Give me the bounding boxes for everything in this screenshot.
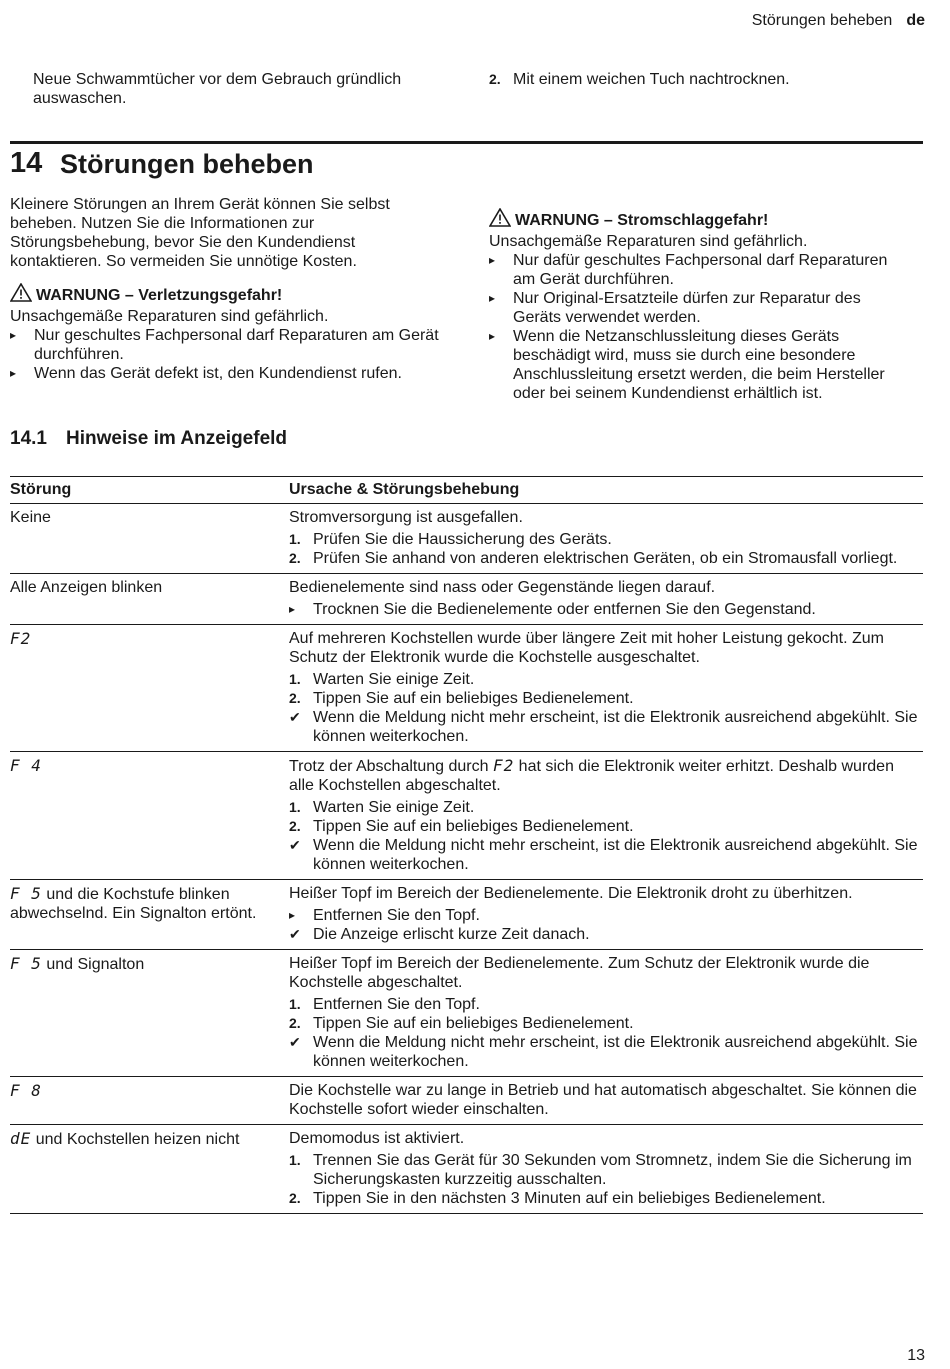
cause-cell [289,625,923,752]
step-text: Wenn die Meldung nicht mehr erscheint, ist die Elektronik ausreichend abgekühlt. Sie können weiterkochen. [313,837,918,873]
list-item [289,995,923,1014]
column-header-cause: Ursache & Störungsbehebung [289,477,923,504]
list-item [289,549,923,568]
table-body [10,504,923,1214]
cause-text: Stromversorgung ist ausgefallen. [289,509,523,526]
warning-box-electric [489,208,909,403]
header-section: Störungen beheben [751,12,893,29]
step-text: Warten Sie einige Zeit. [313,671,475,688]
intro-paragraph: Kleinere Störungen an Ihrem Gerät können Sie selbst beheben. Nutzen Sie die Informationen zur Störungsbehebung, bevor Sie den Kundendienst kontaktieren. So vermeiden Sie unnötige Kosten. [10,196,390,270]
cause-text: Die Kochstelle war zu lange in Betrieb und hat automatisch abgeschaltet. Sie können die Kochstelle sofort wieder einschalten. [289,1082,917,1118]
step-text: Tippen Sie auf ein beliebiges Bedienelement. [313,818,634,835]
step-list [289,600,923,619]
fault-text: Keine [10,509,51,526]
table-row [10,574,923,625]
cause-text: Heißer Topf im Bereich der Bedienelemente. Die Elektronik droht zu überhitzen. [289,885,853,902]
step-number: 1. [289,1152,301,1168]
list-item [289,906,923,925]
step-number: 2. [289,818,301,834]
list-item [289,798,923,817]
step-text: Mit einem weichen Tuch nachtrocknen. [513,71,790,88]
checkmark-icon: ✔ [289,926,301,942]
list-item [289,689,923,708]
cause-text: Auf mehreren Kochstellen wurde über längere Zeit mit hoher Leistung gekocht. Zum Schutz der Elektronik wurde die Kochstelle ausgeschaltet. [289,630,884,666]
step-text: Wenn die Meldung nicht mehr erscheint, ist die Elektronik ausreichend abgekühlt. Sie können weiterkochen. [313,1034,918,1070]
warning-box-injury [10,283,450,383]
section-title: Hinweise im Anzeigefeld [66,428,288,449]
fault-cell [10,574,289,625]
warning-heading [10,283,450,307]
display-code: F 8 [10,1081,42,1100]
step-list [289,995,923,1071]
step-text: Tippen Sie auf ein beliebiges Bedienelement. [313,690,634,707]
step-list [289,906,923,944]
step-text: Warten Sie einige Zeit. [313,799,475,816]
list-item [289,817,923,836]
list-item: ▸ Nur dafür geschultes Fachpersonal darf Reparaturen am Gerät durchführen. [489,251,909,289]
list-item: ▸ Nur geschultes Fachpersonal darf Reparaturen am Gerät durchführen. [10,326,450,364]
top-right-step [489,70,909,89]
step-number: 2. [289,1015,301,1031]
section-heading [10,428,287,450]
list-item [289,530,923,549]
display-code: F2 [10,629,32,648]
fault-cell [10,1077,289,1125]
fault-text: Alle Anzeigen blinken [10,579,163,596]
step-text: Prüfen Sie die Haussicherung des Geräts. [313,531,612,548]
fault-table [10,476,923,1214]
table-row [10,950,923,1077]
display-code: dE [10,1129,32,1148]
fault-text: und die Kochstufe blinken abwechselnd. Ein Signalton ertönt. [10,886,257,922]
checkmark-icon: ✔ [289,709,301,725]
cause-text: Bedienelemente sind nass oder Gegenstände liegen darauf. [289,579,716,596]
step-number: 2. [289,550,301,566]
step-list [289,1151,923,1208]
warning-title: WARNUNG – Verletzungsgefahr! [36,287,283,304]
fault-cell [10,950,289,1077]
fault-text: und Signalton [41,956,145,973]
chapter-number: 14 [10,147,43,179]
step-text: Prüfen Sie anhand von anderen elektrischen Geräten, ob ein Stromausfall vorliegt. [313,550,898,567]
step-text: Wenn die Meldung nicht mehr erscheint, ist die Elektronik ausreichend abgekühlt. Sie können weiterkochen. [313,709,918,745]
list-item: ▸ Wenn das Gerät defekt ist, den Kundendienst rufen. [10,364,450,383]
section-number: 14.1 [10,428,47,449]
table-row [10,625,923,752]
top-left-text: Neue Schwammtücher vor dem Gebrauch gründlich auswaschen. [33,71,402,107]
fault-cell [10,880,289,950]
step-number: 2. [489,71,501,87]
display-code: F 5 [10,954,42,973]
header-language: de [906,12,925,29]
page-number: 13 [907,1347,925,1364]
table-row [10,880,923,950]
list-item [289,925,923,944]
fault-cell [10,504,289,574]
table-header-row [10,477,923,504]
cause-cell [289,752,923,880]
step-text: Tippen Sie auf ein beliebiges Bedienelement. [313,1015,634,1032]
list-item [289,1151,923,1189]
cause-cell [289,1077,923,1125]
list-item [289,1033,923,1071]
cause-cell [289,950,923,1077]
step-text: Trocknen Sie die Bedienelemente oder entfernen Sie den Gegenstand. [313,601,816,618]
list-item: ▸ Nur Original-Ersatzteile dürfen zur Reparatur des Geräts verwendet werden. [489,289,909,327]
step-text: Entfernen Sie den Topf. [313,907,480,924]
running-header [752,12,925,30]
step-number: 1. [289,531,301,547]
step-text: Tippen Sie in den nächsten 3 Minuten auf ein beliebiges Bedienelement. [313,1190,826,1207]
cause-text-start: Trotz der Abschaltung durch [289,758,493,775]
list-item [289,670,923,689]
table-row [10,1077,923,1125]
display-code: F 5 [10,884,42,903]
warning-text: Unsachgemäße Reparaturen sind gefährlich. [489,233,808,250]
list-item [289,708,923,746]
list-item: ▸ Wenn die Netzanschlussleitung dieses Geräts beschädigt wird, muss sie durch eine besondere Anschlussleitung ersetzt werden, die beim Hersteller oder bei seinem Kundendienst erhältlich ist. [489,327,909,403]
cause-cell [289,504,923,574]
fault-cell [10,625,289,752]
cause-text: Demomodus ist aktiviert. [289,1130,465,1147]
step-list [289,798,923,874]
chapter-rule [10,141,923,144]
display-code: F2 [492,756,515,775]
warning-list [489,251,909,403]
checkmark-icon: ✔ [289,1034,301,1050]
step-text: Trennen Sie das Gerät für 30 Sekunden vom Stromnetz, indem Sie die Sicherung im Sicherungskasten kurzzeitig ausschalten. [313,1152,912,1188]
table-row [10,504,923,574]
fault-cell [10,1125,289,1214]
step-number: 1. [289,671,301,687]
triangle-bullet-icon: ▸ [289,602,296,616]
list-item [289,1014,923,1033]
step-number: 2. [289,690,301,706]
cause-text: Heißer Topf im Bereich der Bedienelemente. Zum Schutz der Elektronik wurde die Kochstelle abgeschaltet. [289,955,870,991]
list-item [289,836,923,874]
cause-cell [289,1125,923,1214]
warning-triangle-icon [489,208,515,232]
cause-text [289,756,923,795]
table-row [10,752,923,880]
column-header-fault: Störung [10,477,289,504]
warning-text: Unsachgemäße Reparaturen sind gefährlich. [10,308,329,325]
step-number: 1. [289,996,301,1012]
cause-cell [289,574,923,625]
warning-triangle-icon [10,283,36,307]
step-list [289,530,923,568]
chapter-title: Störungen beheben [60,149,314,179]
cause-text-end: hat sich die Elektronik weiter erhitzt. Deshalb wurden alle Kochstellen abgeschaltet. [289,758,894,794]
step-number: 2. [289,1190,301,1206]
fault-text: und Kochstellen heizen nicht [31,1131,240,1148]
warning-heading [489,208,909,232]
display-code: F 4 [10,756,42,775]
warning-list [10,326,450,383]
list-item [289,600,923,619]
checkmark-icon: ✔ [289,837,301,853]
cause-cell [289,880,923,950]
table-row [10,1125,923,1214]
fault-cell [10,752,289,880]
step-text: Entfernen Sie den Topf. [313,996,480,1013]
step-number: 1. [289,799,301,815]
step-text: Die Anzeige erlischt kurze Zeit danach. [313,926,590,943]
list-item [289,1189,923,1208]
triangle-bullet-icon: ▸ [289,908,296,922]
warning-title: WARNUNG – Stromschlaggefahr! [515,212,769,229]
step-list [289,670,923,746]
